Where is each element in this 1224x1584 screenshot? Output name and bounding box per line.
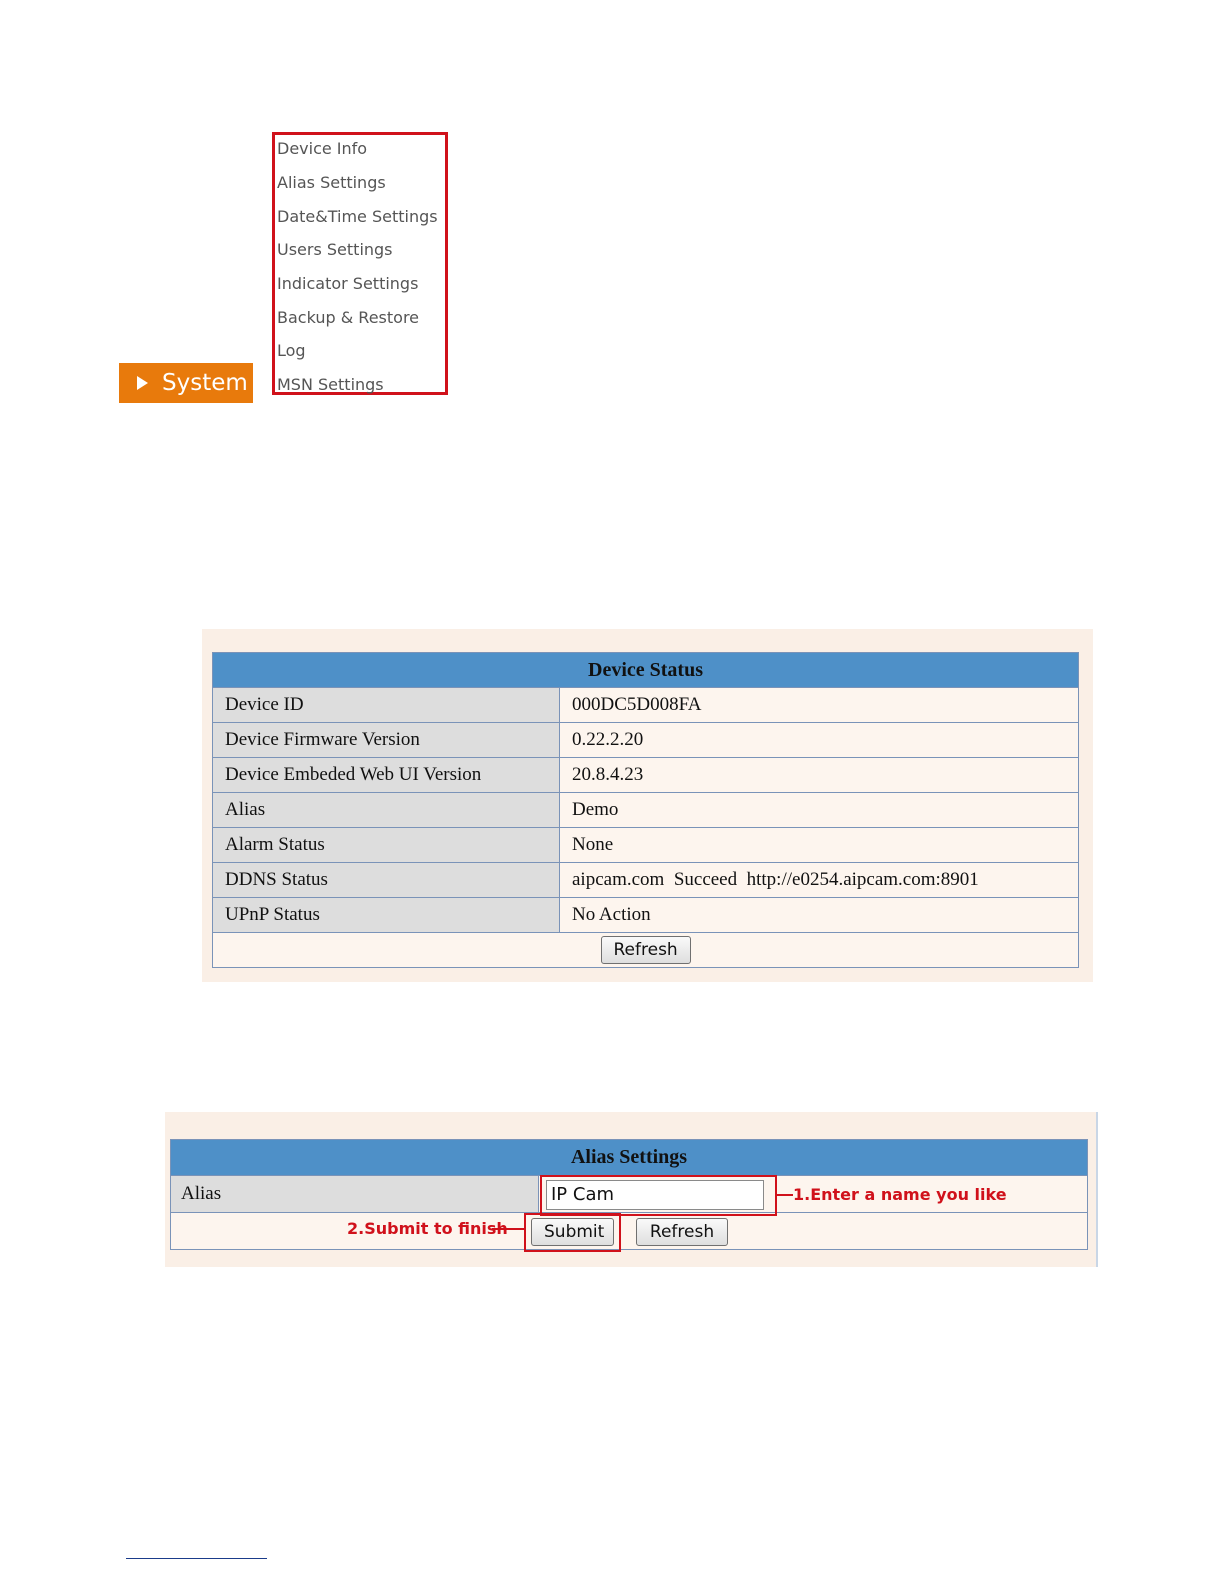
row-label-alarm-status: Alarm Status <box>213 828 560 863</box>
row-label-upnp-status: UPnP Status <box>213 898 560 933</box>
submenu-item-log[interactable]: Log <box>277 341 306 360</box>
row-value-ddns-status: aipcam.com Succeed http://e0254.aipcam.com:8901 <box>560 863 1079 898</box>
table-row <box>213 758 1079 793</box>
alias-settings-title: Alias Settings <box>171 1140 1088 1176</box>
callout-line-enter <box>777 1194 793 1196</box>
alias-label: Alias <box>171 1176 539 1213</box>
submenu-item-device-info[interactable]: Device Info <box>277 139 368 158</box>
row-value-web-ui-version: 20.8.4.23 <box>560 758 1079 793</box>
device-status-table <box>212 652 1079 968</box>
alias-input-highlight <box>540 1175 777 1216</box>
table-row <box>213 863 1079 898</box>
system-menu-button[interactable] <box>119 363 253 403</box>
submit-button[interactable]: Submit <box>531 1218 614 1246</box>
table-row <box>213 723 1079 758</box>
footnote-rule <box>126 1558 267 1559</box>
system-submenu <box>272 132 448 395</box>
row-value-alias: Demo <box>560 793 1079 828</box>
row-label-firmware-version: Device Firmware Version <box>213 723 560 758</box>
submenu-item-indicator-settings[interactable]: Indicator Settings <box>277 274 419 293</box>
callout-submit-finish: 2.Submit to finish <box>347 1219 508 1238</box>
submenu-item-users-settings[interactable]: Users Settings <box>277 240 393 259</box>
device-status-refresh-button[interactable]: Refresh <box>601 936 691 964</box>
row-value-firmware-version: 0.22.2.20 <box>560 723 1079 758</box>
alias-input[interactable]: IP Cam <box>546 1180 764 1210</box>
panel-edge-divider <box>1096 1112 1098 1267</box>
submenu-item-msn-settings[interactable]: MSN Settings <box>277 375 384 394</box>
row-label-ddns-status: DDNS Status <box>213 863 560 898</box>
callout-enter-name: 1.Enter a name you like <box>793 1185 1007 1204</box>
alias-settings-actions <box>171 1213 1088 1250</box>
submenu-item-date-time-settings[interactable]: Date&Time Settings <box>277 207 438 226</box>
alias-refresh-button[interactable]: Refresh <box>636 1218 728 1246</box>
device-status-actions <box>213 933 1079 968</box>
table-row <box>213 898 1079 933</box>
table-row <box>213 828 1079 863</box>
row-value-upnp-status: No Action <box>560 898 1079 933</box>
table-row <box>213 793 1079 828</box>
row-label-device-id: Device ID <box>213 688 560 723</box>
row-value-device-id: 000DC5D008FA <box>560 688 1079 723</box>
row-value-alarm-status: None <box>560 828 1079 863</box>
device-status-title: Device Status <box>213 653 1079 688</box>
row-label-alias: Alias <box>213 793 560 828</box>
submenu-item-backup-restore[interactable]: Backup & Restore <box>277 308 420 327</box>
row-label-web-ui-version: Device Embeded Web UI Version <box>213 758 560 793</box>
system-menu-label: System <box>162 370 248 396</box>
play-arrow-icon <box>137 376 148 390</box>
table-row <box>213 688 1079 723</box>
submenu-item-alias-settings[interactable]: Alias Settings <box>277 173 386 192</box>
